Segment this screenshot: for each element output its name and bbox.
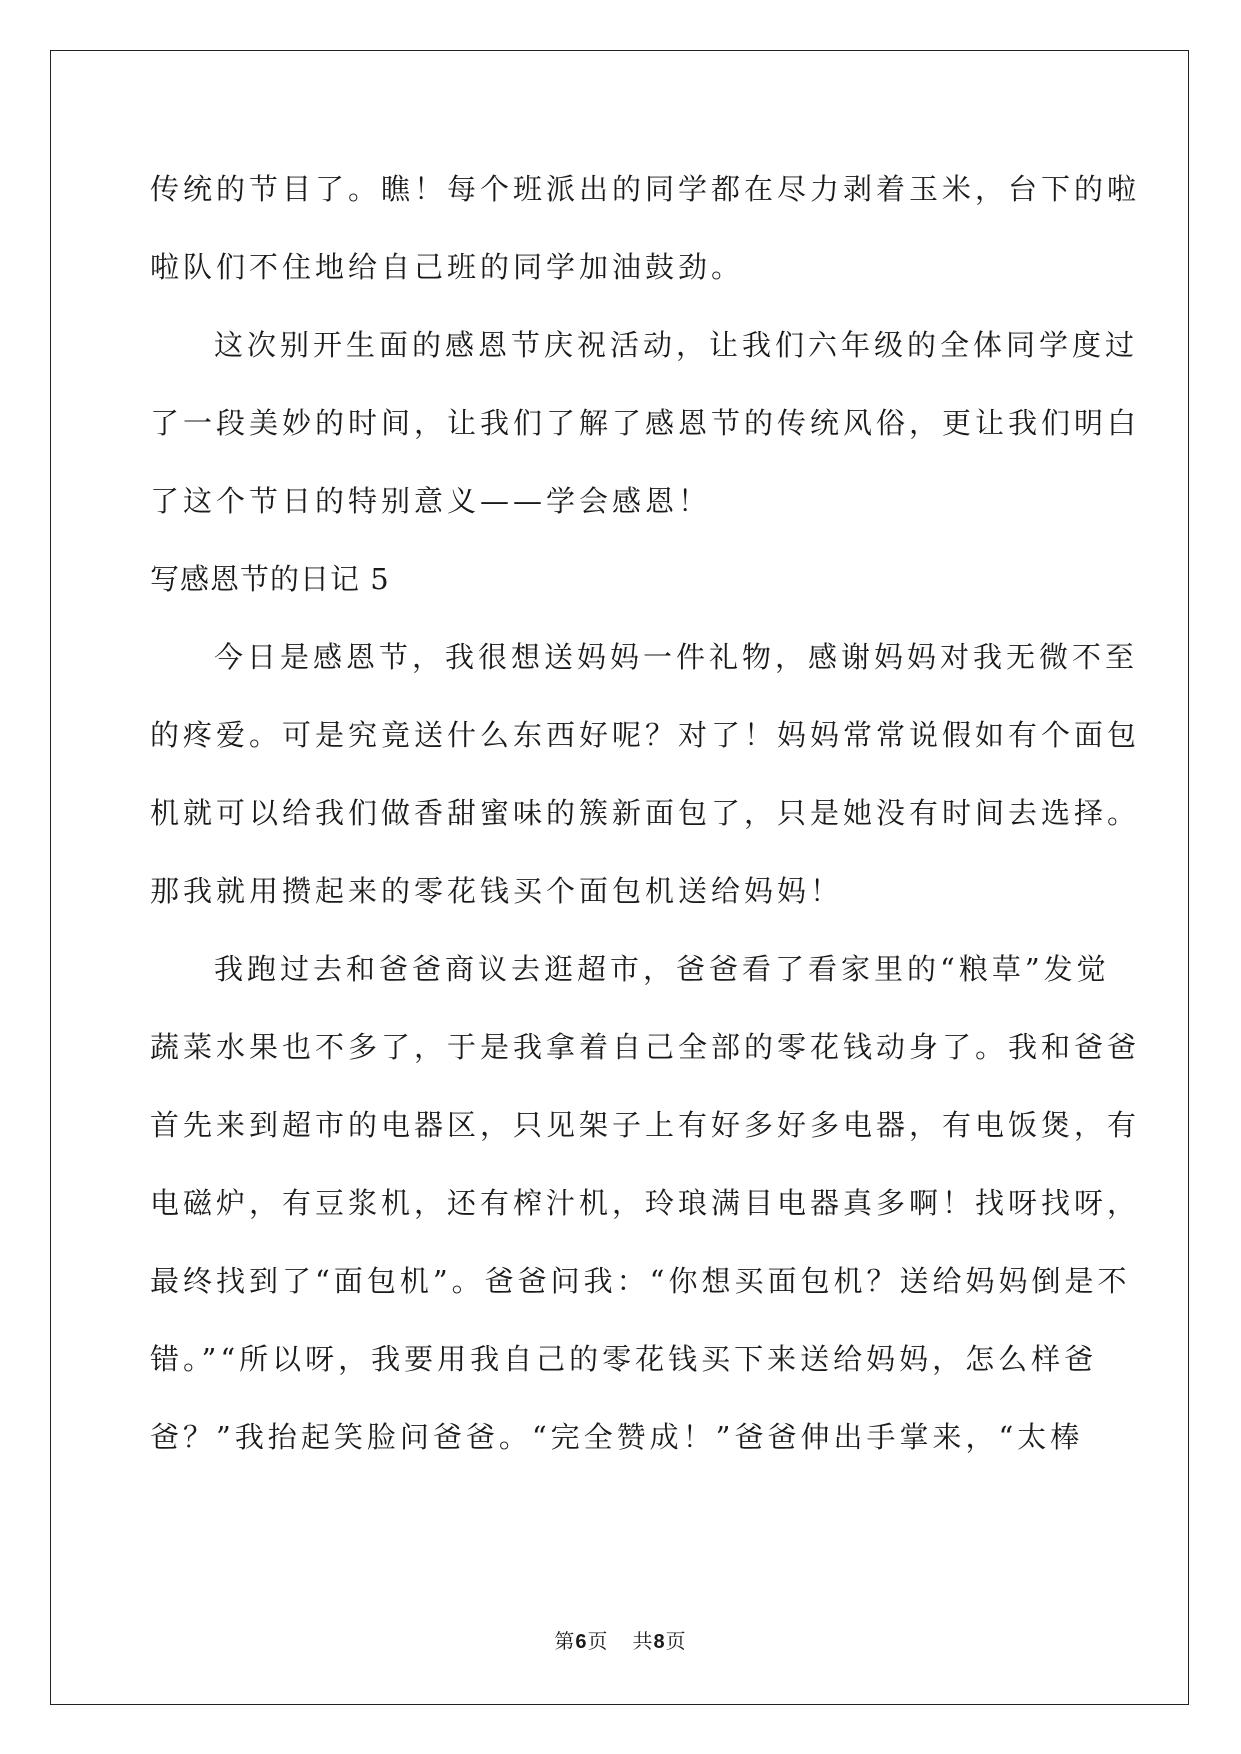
text-line: 首先来到超市的电器区，只见架子上有好多好多电器，有电饭煲，有 — [150, 1108, 1141, 1142]
paragraph-start-line: 今日是感恩节，我很想送妈妈一件礼物，感谢妈妈对我无微不至 — [214, 640, 1139, 674]
page-number: 6 — [575, 1631, 588, 1653]
total-suffix: 页 — [665, 1629, 687, 1653]
text-line: 了这个节日的特别意义——学会感恩！ — [150, 484, 712, 518]
text-line: 机就可以给我们做香甜蜜味的簇新面包了，只是她没有时间去选择。 — [150, 796, 1141, 830]
page-total: 8 — [653, 1631, 666, 1653]
text-line: 啦队们不住地给自己班的同学加油鼓劲。 — [150, 250, 745, 284]
text-line: 错。”“所以呀，我要用我自己的零花钱买下来送给妈妈，怎么样爸 — [150, 1342, 1098, 1376]
text-line: 了一段美妙的时间，让我们了解了感恩节的传统风俗，更让我们明白 — [150, 406, 1141, 440]
total-prefix: 共 — [632, 1629, 654, 1653]
text-line: 的疼爱。可是究竟送什么东西好呢？对了！妈妈常常说假如有个面包 — [150, 718, 1141, 752]
page-footer — [0, 1625, 1241, 1654]
text-line: 那我就用攒起来的零花钱买个面包机送给妈妈！ — [150, 874, 844, 908]
document-body — [150, 160, 1141, 1486]
page-prefix: 第 — [554, 1629, 576, 1653]
text-line: 传统的节目了。瞧！每个班派出的同学都在尽力剥着玉米，台下的啦 — [150, 172, 1141, 206]
text-line: 最终找到了“面包机”。爸爸问我：“你想买面包机？送给妈妈倒是不 — [150, 1264, 1131, 1298]
text-line: 蔬菜水果也不多了，于是我拿着自己全部的零花钱动身了。我和爸爸 — [150, 1030, 1141, 1064]
paragraph-start-line: 这次别开生面的感恩节庆祝活动，让我们六年级的全体同学度过 — [214, 328, 1139, 362]
section-heading: 写感恩节的日记 5 — [150, 562, 390, 596]
text-line: 电磁炉，有豆浆机，还有榨汁机，玲琅满目电器真多啊！找呀找呀， — [150, 1186, 1141, 1220]
page-suffix: 页 — [587, 1629, 609, 1653]
paragraph-start-line: 我跑过去和爸爸商议去逛超市，爸爸看了看家里的“粮草”发觉 — [214, 952, 1110, 986]
text-line: 爸？”我抬起笑脸问爸爸。“完全赞成！”爸爸伸出手掌来，“太棒 — [150, 1420, 1084, 1454]
